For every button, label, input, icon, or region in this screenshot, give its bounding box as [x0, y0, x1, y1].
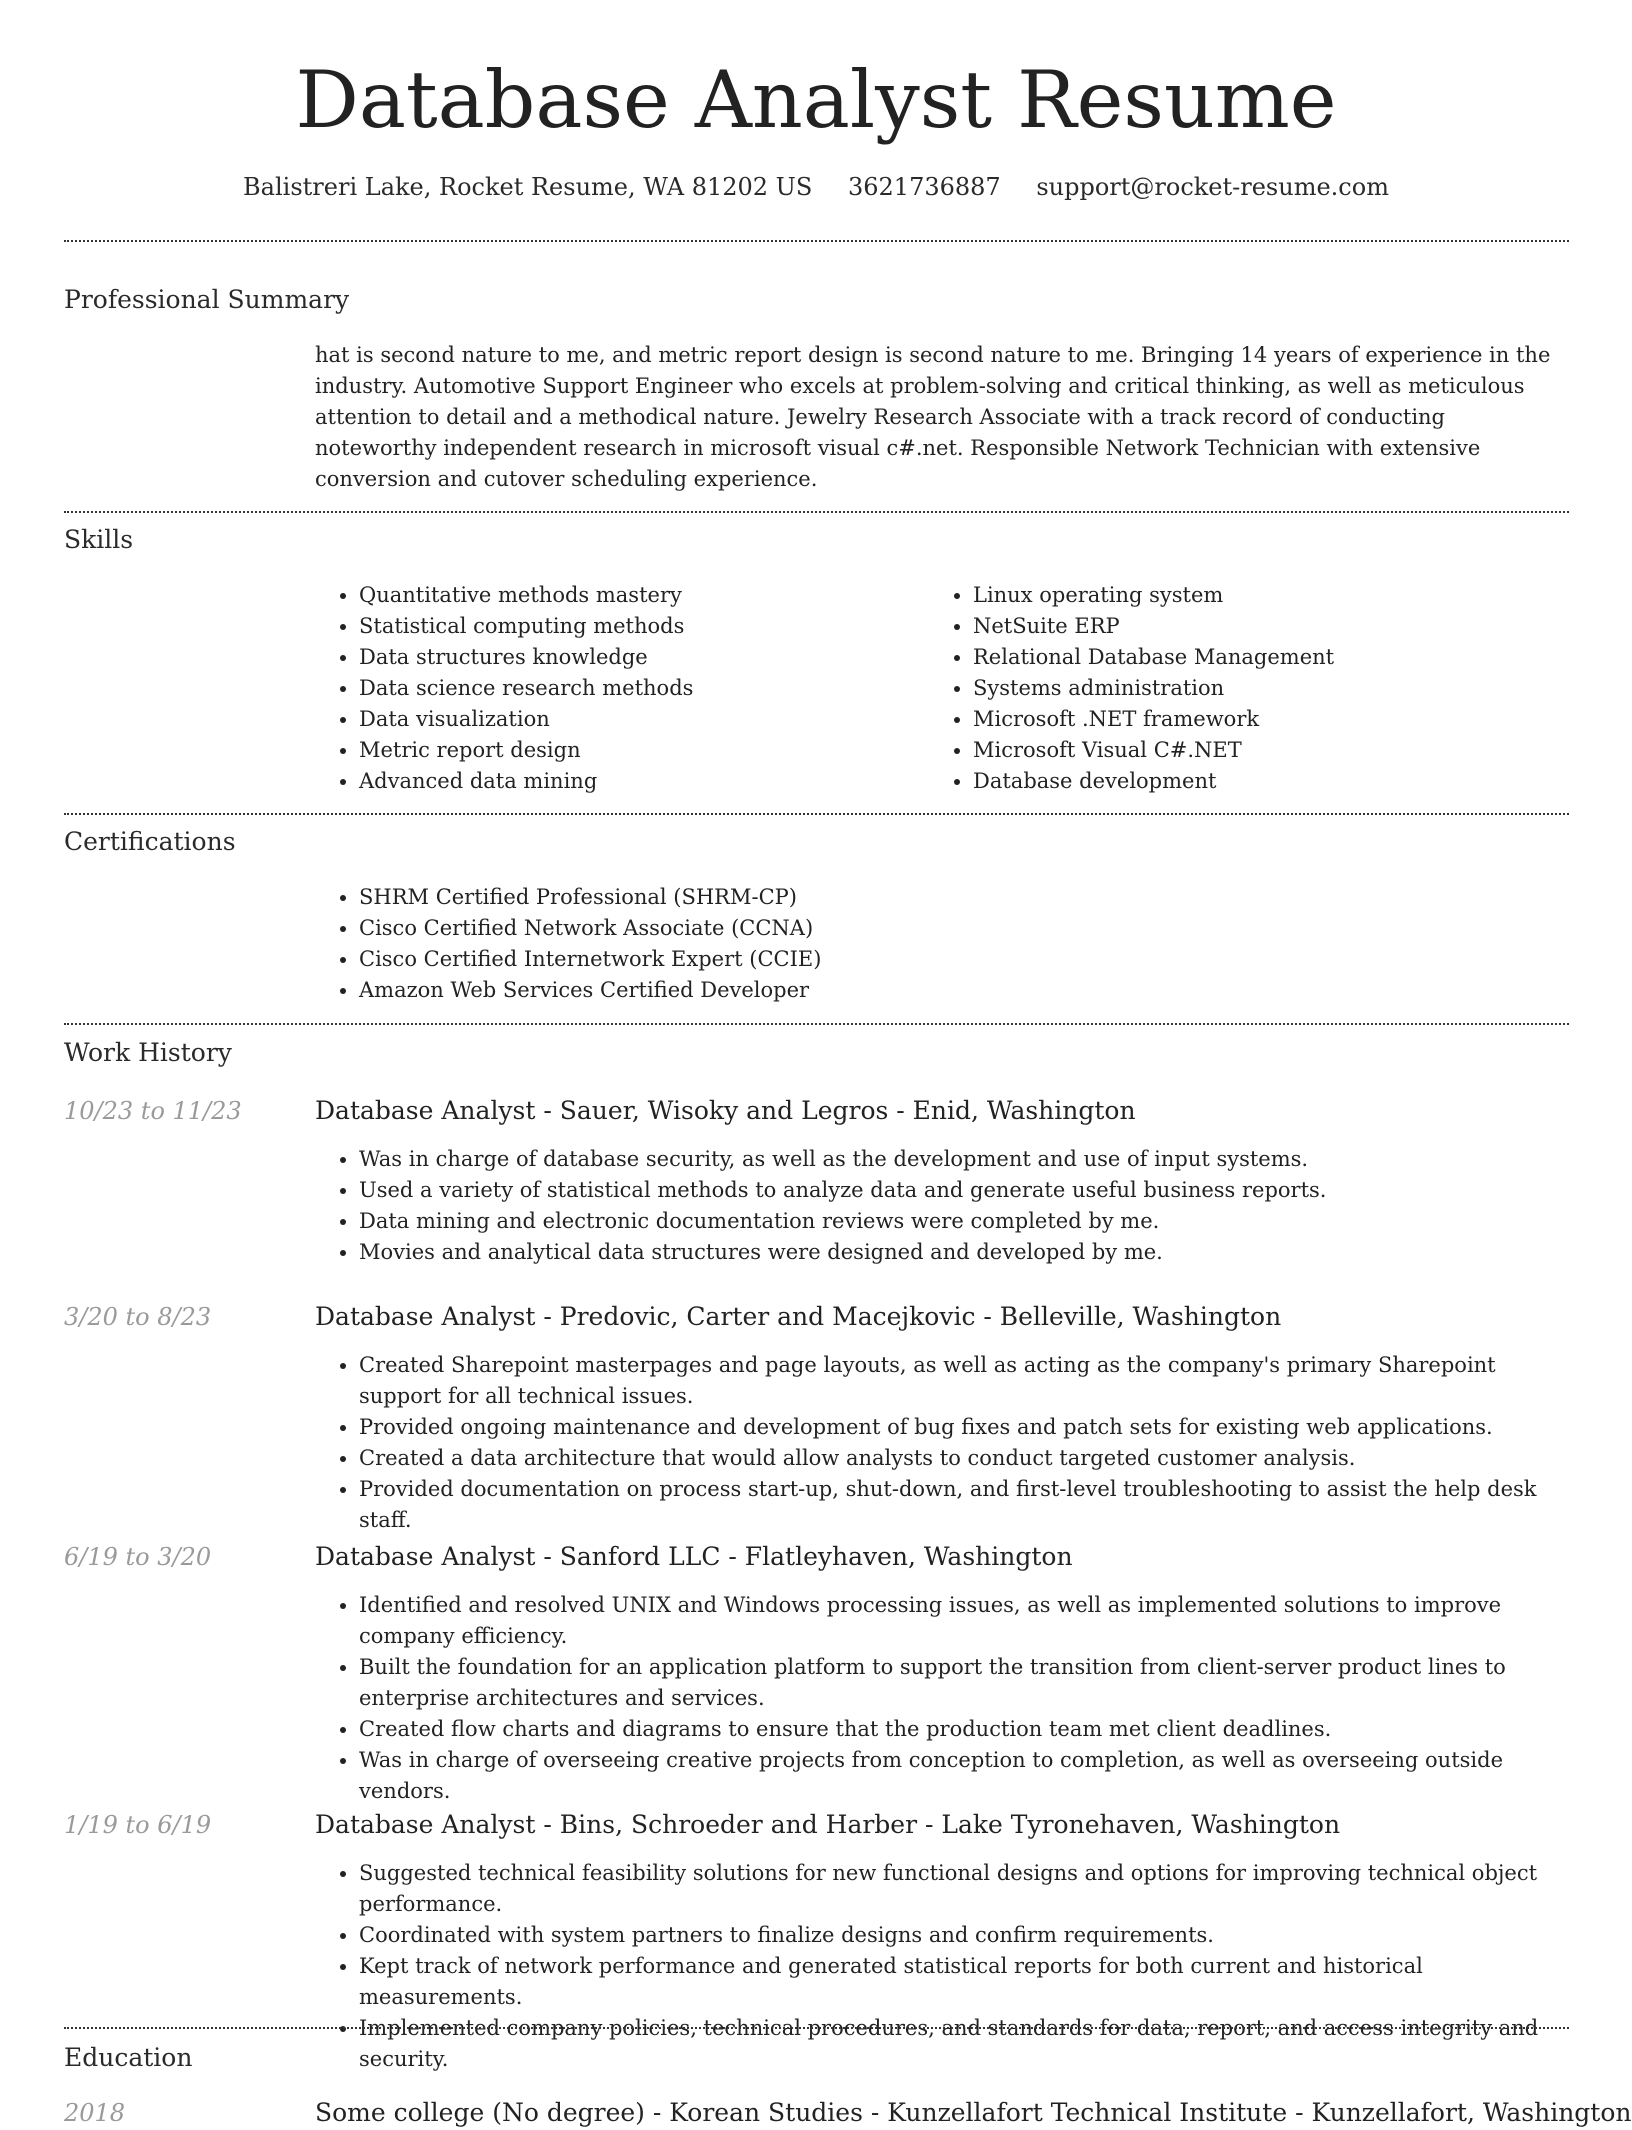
- work-history-heading: Work History: [64, 1038, 232, 1067]
- certification-item: • Amazon Web Services Certified Developer: [359, 975, 1315, 1006]
- job-bullet: • Used a variety of statistical methods to analyze data and generate useful business reports.: [359, 1175, 1565, 1206]
- skill-item: • Data science research methods: [359, 673, 915, 704]
- job-bullet: • Kept track of network performance and generated statistical reports for both current and historical measurements.: [359, 1951, 1565, 2013]
- job-title: Database Analyst - Sanford LLC - Flatleyhaven, Washington: [315, 1542, 1073, 1571]
- job-bullet: • Suggested technical feasibility solutions for new functional designs and options for improving technical object performance.: [359, 1858, 1565, 1920]
- job-bullet: • Identified and resolved UNIX and Windows processing issues, as well as implemented solutions to improve company efficiency.: [359, 1590, 1565, 1652]
- job-bullets: [315, 1144, 1565, 1268]
- skill-item: • Microsoft .NET framework: [973, 704, 1549, 735]
- skills-column-right: [929, 580, 1549, 797]
- skill-item: • Microsoft Visual C#.NET: [973, 735, 1549, 766]
- education-heading: Education: [64, 2043, 193, 2072]
- job-bullet: • Coordinated with system partners to finalize designs and confirm requirements.: [359, 1920, 1565, 1951]
- skill-item: • Systems administration: [973, 673, 1549, 704]
- job-bullet: • Provided ongoing maintenance and development of bug fixes and patch sets for existing web applications.: [359, 1412, 1565, 1443]
- job-bullet: • Built the foundation for an application platform to support the transition from client-server product lines to enterprise architectures and services.: [359, 1652, 1565, 1714]
- job-bullet: • Movies and analytical data structures were designed and developed by me.: [359, 1237, 1565, 1268]
- contact-address: Balistreri Lake, Rocket Resume, WA 81202 US: [243, 173, 813, 201]
- job-bullets: [315, 1858, 1565, 2075]
- contact-line: [0, 170, 1632, 204]
- job-bullets: [315, 1350, 1565, 1536]
- job-bullet: • Provided documentation on process start-up, shut-down, and first-level troubleshooting to assist the help desk staff.: [359, 1474, 1565, 1536]
- job-date: 10/23 to 11/23: [64, 1097, 242, 1125]
- summary-heading: Professional Summary: [64, 285, 350, 314]
- skills-column-left: [315, 580, 915, 797]
- skill-item: • Metric report design: [359, 735, 915, 766]
- job-bullet: • Implemented company policies, technical procedures, and standards for data, report, and access integrity and security.: [359, 2013, 1565, 2075]
- skill-item: • Data visualization: [359, 704, 915, 735]
- skills-heading: Skills: [64, 525, 134, 554]
- job-title: Database Analyst - Bins, Schroeder and Harber - Lake Tyronehaven, Washington: [315, 1810, 1341, 1839]
- certifications-list: [315, 882, 1315, 1006]
- skill-item: • Quantitative methods mastery: [359, 580, 915, 611]
- skill-item: • Database development: [973, 766, 1549, 797]
- divider: [64, 511, 1569, 513]
- job-bullet: • Data mining and electronic documentation reviews were completed by me.: [359, 1206, 1565, 1237]
- skill-item: • Data structures knowledge: [359, 642, 915, 673]
- contact-email: support@rocket-resume.com: [1036, 173, 1389, 201]
- page-title: Database Analyst Resume: [295, 54, 1337, 146]
- certifications-heading: Certifications: [64, 827, 236, 856]
- job-bullet: • Created Sharepoint masterpages and page layouts, as well as acting as the company's primary Sharepoint support for all technical issues.: [359, 1350, 1565, 1412]
- skill-item: • Linux operating system: [973, 580, 1549, 611]
- job-bullet: • Created flow charts and diagrams to ensure that the production team met client deadlines.: [359, 1714, 1565, 1745]
- job-date: 1/19 to 6/19: [64, 1811, 212, 1839]
- job-title: Database Analyst - Sauer, Wisoky and Legros - Enid, Washington: [315, 1096, 1136, 1125]
- job-bullet: • Created a data architecture that would allow analysts to conduct targeted customer analysis.: [359, 1443, 1565, 1474]
- job-title: Database Analyst - Predovic, Carter and Macejkovic - Belleville, Washington: [315, 1302, 1282, 1331]
- job-bullet: • Was in charge of overseeing creative projects from conception to completion, as well as overseeing outside vendors.: [359, 1745, 1565, 1807]
- job-bullets: [315, 1590, 1565, 1807]
- divider: [64, 240, 1569, 242]
- contact-phone: 3621736887: [847, 173, 1001, 201]
- skill-item: • NetSuite ERP: [973, 611, 1549, 642]
- skill-item: • Statistical computing methods: [359, 611, 915, 642]
- education-title: Some college (No degree) - Korean Studies - Kunzellafort Technical Institute - Kunzellafort, Washington: [315, 2098, 1632, 2127]
- job-date: 6/19 to 3/20: [64, 1543, 212, 1571]
- job-bullet: • Was in charge of database security, as well as the development and use of input systems.: [359, 1144, 1565, 1175]
- job-date: 3/20 to 8/23: [64, 1303, 212, 1331]
- divider: [64, 1023, 1569, 1025]
- summary-text: hat is second nature to me, and metric report design is second nature to me. Bringing 14 years of experience in the industry. Automotive Support Engineer who excels at problem-solving and critical thinking, as well as meticulous attention to detail and a methodical nature. Jewelry Research Associate with a track record of conducting noteworthy independent research in microsoft visual c#.net. Responsible Network Technician with extensive conversion and cutover scheduling experience.: [315, 343, 1551, 491]
- skill-item: • Relational Database Management: [973, 642, 1549, 673]
- skill-item: • Advanced data mining: [359, 766, 915, 797]
- divider: [64, 2027, 1569, 2029]
- certification-item: • Cisco Certified Network Associate (CCNA): [359, 913, 1315, 944]
- certification-item: • SHRM Certified Professional (SHRM-CP): [359, 882, 1315, 913]
- education-date: 2018: [64, 2099, 126, 2127]
- certification-item: • Cisco Certified Internetwork Expert (CCIE): [359, 944, 1315, 975]
- divider: [64, 813, 1569, 815]
